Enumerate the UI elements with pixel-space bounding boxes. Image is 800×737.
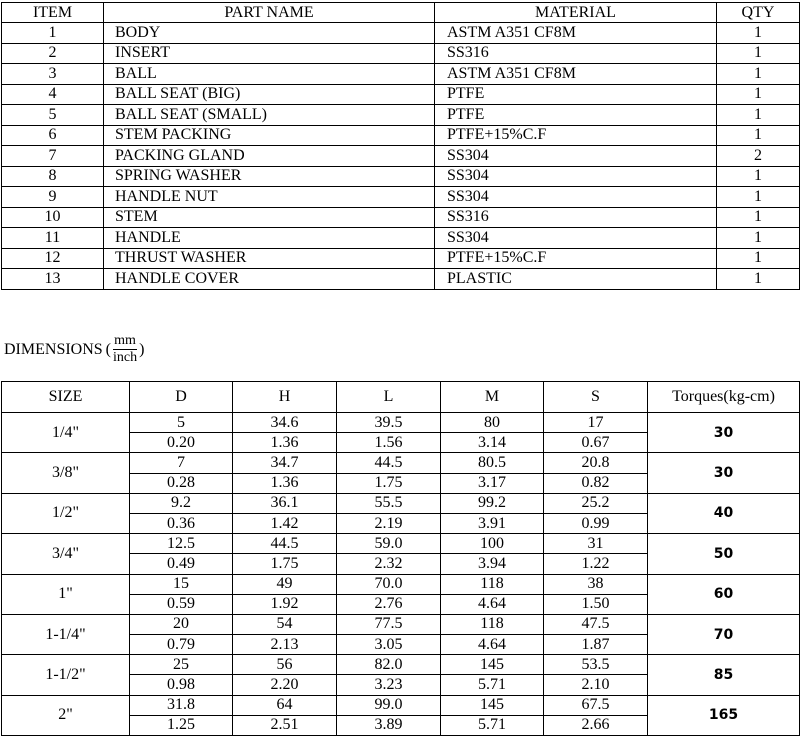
part-material: SS304: [435, 146, 717, 167]
parts-row: [2, 43, 800, 64]
part-item: 1: [2, 23, 104, 44]
h-mm-cell: 49: [233, 574, 337, 594]
part-qty: 1: [717, 187, 800, 208]
l-inch-cell: 2.32: [337, 554, 441, 574]
h-inch-cell: 1.75: [233, 554, 337, 574]
d-inch-cell: 0.98: [130, 675, 233, 695]
part-material: PLASTIC: [435, 269, 717, 290]
m-inch-cell: 3.17: [441, 473, 544, 493]
dimensions-body: [2, 413, 800, 736]
s-inch-cell: 0.67: [544, 433, 648, 453]
l-inch-cell: 1.56: [337, 433, 441, 453]
part-name: STEM PACKING: [104, 125, 435, 146]
parts-row: [2, 269, 800, 290]
d-mm-cell: 15: [130, 574, 233, 594]
part-material: PTFE: [435, 84, 717, 105]
l-inch-cell: 3.23: [337, 675, 441, 695]
h-inch-cell: 2.51: [233, 715, 337, 735]
l-mm-cell: 44.5: [337, 453, 441, 473]
d-inch-cell: 0.49: [130, 554, 233, 574]
m-inch-cell: 3.14: [441, 433, 544, 453]
dimension-row-mm: [2, 534, 800, 554]
part-qty: 1: [717, 125, 800, 146]
d-mm-cell: 9.2: [130, 493, 233, 513]
d-mm-cell: 12.5: [130, 534, 233, 554]
part-name: HANDLE: [104, 228, 435, 249]
part-qty: 1: [717, 43, 800, 64]
part-qty: 1: [717, 207, 800, 228]
torque-cell: 50: [648, 534, 800, 574]
m-inch-cell: 5.71: [441, 715, 544, 735]
part-item: 2: [2, 43, 104, 64]
l-mm-cell: 59.0: [337, 534, 441, 554]
torque-cell: 165: [648, 695, 800, 735]
s-mm-cell: 17: [544, 413, 648, 433]
part-qty: 1: [717, 23, 800, 44]
parts-row: [2, 23, 800, 44]
s-inch-cell: 0.99: [544, 513, 648, 533]
header-qty: QTY: [717, 3, 800, 23]
dimension-row-mm: [2, 453, 800, 473]
m-inch-cell: 4.64: [441, 594, 544, 614]
h-inch-cell: 1.42: [233, 513, 337, 533]
h-mm-cell: 44.5: [233, 534, 337, 554]
parts-table: [1, 2, 800, 290]
header-size: SIZE: [2, 382, 130, 413]
size-cell: 1": [2, 574, 130, 614]
parts-row: [2, 105, 800, 126]
part-material: ASTM A351 CF8M: [435, 64, 717, 85]
parts-header-row: [2, 3, 800, 23]
part-qty: 1: [717, 248, 800, 269]
h-inch-cell: 2.20: [233, 675, 337, 695]
part-name: BALL SEAT (BIG): [104, 84, 435, 105]
part-material: ASTM A351 CF8M: [435, 23, 717, 44]
part-item: 4: [2, 84, 104, 105]
d-inch-cell: 0.79: [130, 635, 233, 655]
s-inch-cell: 2.10: [544, 675, 648, 695]
header-torques: Torques(kg-cm): [648, 382, 800, 413]
dimensions-table: [1, 381, 800, 736]
size-cell: 3/8": [2, 453, 130, 493]
torque-cell: 60: [648, 574, 800, 614]
part-item: 12: [2, 248, 104, 269]
h-mm-cell: 36.1: [233, 493, 337, 513]
header-m: M: [441, 382, 544, 413]
part-item: 6: [2, 125, 104, 146]
torque-cell: 85: [648, 655, 800, 695]
header-h: H: [233, 382, 337, 413]
part-material: PTFE+15%C.F: [435, 125, 717, 146]
m-mm-cell: 118: [441, 574, 544, 594]
m-mm-cell: 145: [441, 655, 544, 675]
part-material: SS304: [435, 166, 717, 187]
part-qty: 1: [717, 228, 800, 249]
m-inch-cell: 3.91: [441, 513, 544, 533]
unit-fraction: [112, 334, 138, 365]
part-qty: 1: [717, 84, 800, 105]
l-inch-cell: 1.75: [337, 473, 441, 493]
part-name: STEM: [104, 207, 435, 228]
torque-cell: 40: [648, 493, 800, 533]
m-mm-cell: 145: [441, 695, 544, 715]
m-mm-cell: 80.5: [441, 453, 544, 473]
s-mm-cell: 47.5: [544, 614, 648, 634]
dimension-row-mm: [2, 695, 800, 715]
s-mm-cell: 20.8: [544, 453, 648, 473]
d-inch-cell: 1.25: [130, 715, 233, 735]
h-inch-cell: 1.92: [233, 594, 337, 614]
size-cell: 3/4": [2, 534, 130, 574]
m-mm-cell: 118: [441, 614, 544, 634]
l-mm-cell: 82.0: [337, 655, 441, 675]
d-inch-cell: 0.36: [130, 513, 233, 533]
part-item: 11: [2, 228, 104, 249]
parts-row: [2, 207, 800, 228]
h-mm-cell: 54: [233, 614, 337, 634]
part-name: BODY: [104, 23, 435, 44]
parts-row: [2, 166, 800, 187]
h-mm-cell: 56: [233, 655, 337, 675]
torque-cell: 30: [648, 413, 800, 453]
unit-numerator: mm: [114, 333, 136, 348]
s-inch-cell: 1.50: [544, 594, 648, 614]
s-mm-cell: 31: [544, 534, 648, 554]
d-inch-cell: 0.28: [130, 473, 233, 493]
s-mm-cell: 25.2: [544, 493, 648, 513]
part-material: PTFE+15%C.F: [435, 248, 717, 269]
parts-row: [2, 84, 800, 105]
part-item: 10: [2, 207, 104, 228]
part-name: BALL: [104, 64, 435, 85]
parts-body: [2, 23, 800, 290]
part-item: 5: [2, 105, 104, 126]
s-mm-cell: 38: [544, 574, 648, 594]
h-inch-cell: 2.13: [233, 635, 337, 655]
part-material: SS316: [435, 43, 717, 64]
d-mm-cell: 25: [130, 655, 233, 675]
dimensions-label: DIMENSIONS: [4, 340, 103, 358]
m-inch-cell: 5.71: [441, 675, 544, 695]
size-cell: 2": [2, 695, 130, 735]
m-mm-cell: 100: [441, 534, 544, 554]
h-inch-cell: 1.36: [233, 433, 337, 453]
h-inch-cell: 1.36: [233, 473, 337, 493]
part-name: INSERT: [104, 43, 435, 64]
d-mm-cell: 31.8: [130, 695, 233, 715]
parts-row: [2, 248, 800, 269]
part-item: 8: [2, 166, 104, 187]
part-name: PACKING GLAND: [104, 146, 435, 167]
part-name: HANDLE NUT: [104, 187, 435, 208]
m-inch-cell: 4.64: [441, 635, 544, 655]
part-qty: 1: [717, 269, 800, 290]
part-name: THRUST WASHER: [104, 248, 435, 269]
d-inch-cell: 0.20: [130, 433, 233, 453]
s-inch-cell: 1.87: [544, 635, 648, 655]
part-name: HANDLE COVER: [104, 269, 435, 290]
l-mm-cell: 77.5: [337, 614, 441, 634]
m-mm-cell: 80: [441, 413, 544, 433]
m-inch-cell: 3.94: [441, 554, 544, 574]
d-mm-cell: 5: [130, 413, 233, 433]
h-mm-cell: 34.7: [233, 453, 337, 473]
size-cell: 1/2": [2, 493, 130, 533]
d-inch-cell: 0.59: [130, 594, 233, 614]
header-d: D: [130, 382, 233, 413]
size-cell: 1-1/2": [2, 655, 130, 695]
l-mm-cell: 55.5: [337, 493, 441, 513]
l-mm-cell: 70.0: [337, 574, 441, 594]
dimension-row-mm: [2, 574, 800, 594]
header-material: MATERIAL: [435, 3, 717, 23]
m-mm-cell: 99.2: [441, 493, 544, 513]
dimension-row-mm: [2, 413, 800, 433]
l-inch-cell: 2.19: [337, 513, 441, 533]
dimensions-title: DIMENSIONS ( $\frac{mm}{\text{inch}}$ ): [4, 333, 145, 365]
l-inch-cell: 3.89: [337, 715, 441, 735]
h-mm-cell: 64: [233, 695, 337, 715]
dimension-row-mm: [2, 493, 800, 513]
h-mm-cell: 34.6: [233, 413, 337, 433]
part-name: SPRING WASHER: [104, 166, 435, 187]
s-inch-cell: 0.82: [544, 473, 648, 493]
dimension-row-mm: [2, 614, 800, 634]
parts-row: [2, 125, 800, 146]
part-material: PTFE: [435, 105, 717, 126]
part-material: SS316: [435, 207, 717, 228]
part-material: SS304: [435, 187, 717, 208]
part-qty: 1: [717, 105, 800, 126]
size-cell: 1-1/4": [2, 614, 130, 654]
dimension-row-mm: [2, 655, 800, 675]
l-inch-cell: 2.76: [337, 594, 441, 614]
size-cell: 1/4": [2, 413, 130, 453]
part-qty: 2: [717, 146, 800, 167]
part-qty: 1: [717, 64, 800, 85]
l-mm-cell: 99.0: [337, 695, 441, 715]
header-l: L: [337, 382, 441, 413]
s-mm-cell: 53.5: [544, 655, 648, 675]
d-mm-cell: 7: [130, 453, 233, 473]
part-name: BALL SEAT (SMALL): [104, 105, 435, 126]
s-inch-cell: 2.66: [544, 715, 648, 735]
d-mm-cell: 20: [130, 614, 233, 634]
parts-row: [2, 64, 800, 85]
l-mm-cell: 39.5: [337, 413, 441, 433]
l-inch-cell: 3.05: [337, 635, 441, 655]
unit-denominator: inch: [113, 350, 138, 365]
header-part-name: PART NAME: [104, 3, 435, 23]
dimensions-header-row: [2, 382, 800, 413]
header-s: S: [544, 382, 648, 413]
torque-cell: 30: [648, 453, 800, 493]
part-item: 7: [2, 146, 104, 167]
parts-row: [2, 187, 800, 208]
parts-row: [2, 228, 800, 249]
s-mm-cell: 67.5: [544, 695, 648, 715]
s-inch-cell: 1.22: [544, 554, 648, 574]
part-item: 9: [2, 187, 104, 208]
torque-cell: 70: [648, 614, 800, 654]
parts-row: [2, 146, 800, 167]
part-item: 13: [2, 269, 104, 290]
part-qty: 1: [717, 166, 800, 187]
part-item: 3: [2, 64, 104, 85]
header-item: ITEM: [2, 3, 104, 23]
part-material: SS304: [435, 228, 717, 249]
